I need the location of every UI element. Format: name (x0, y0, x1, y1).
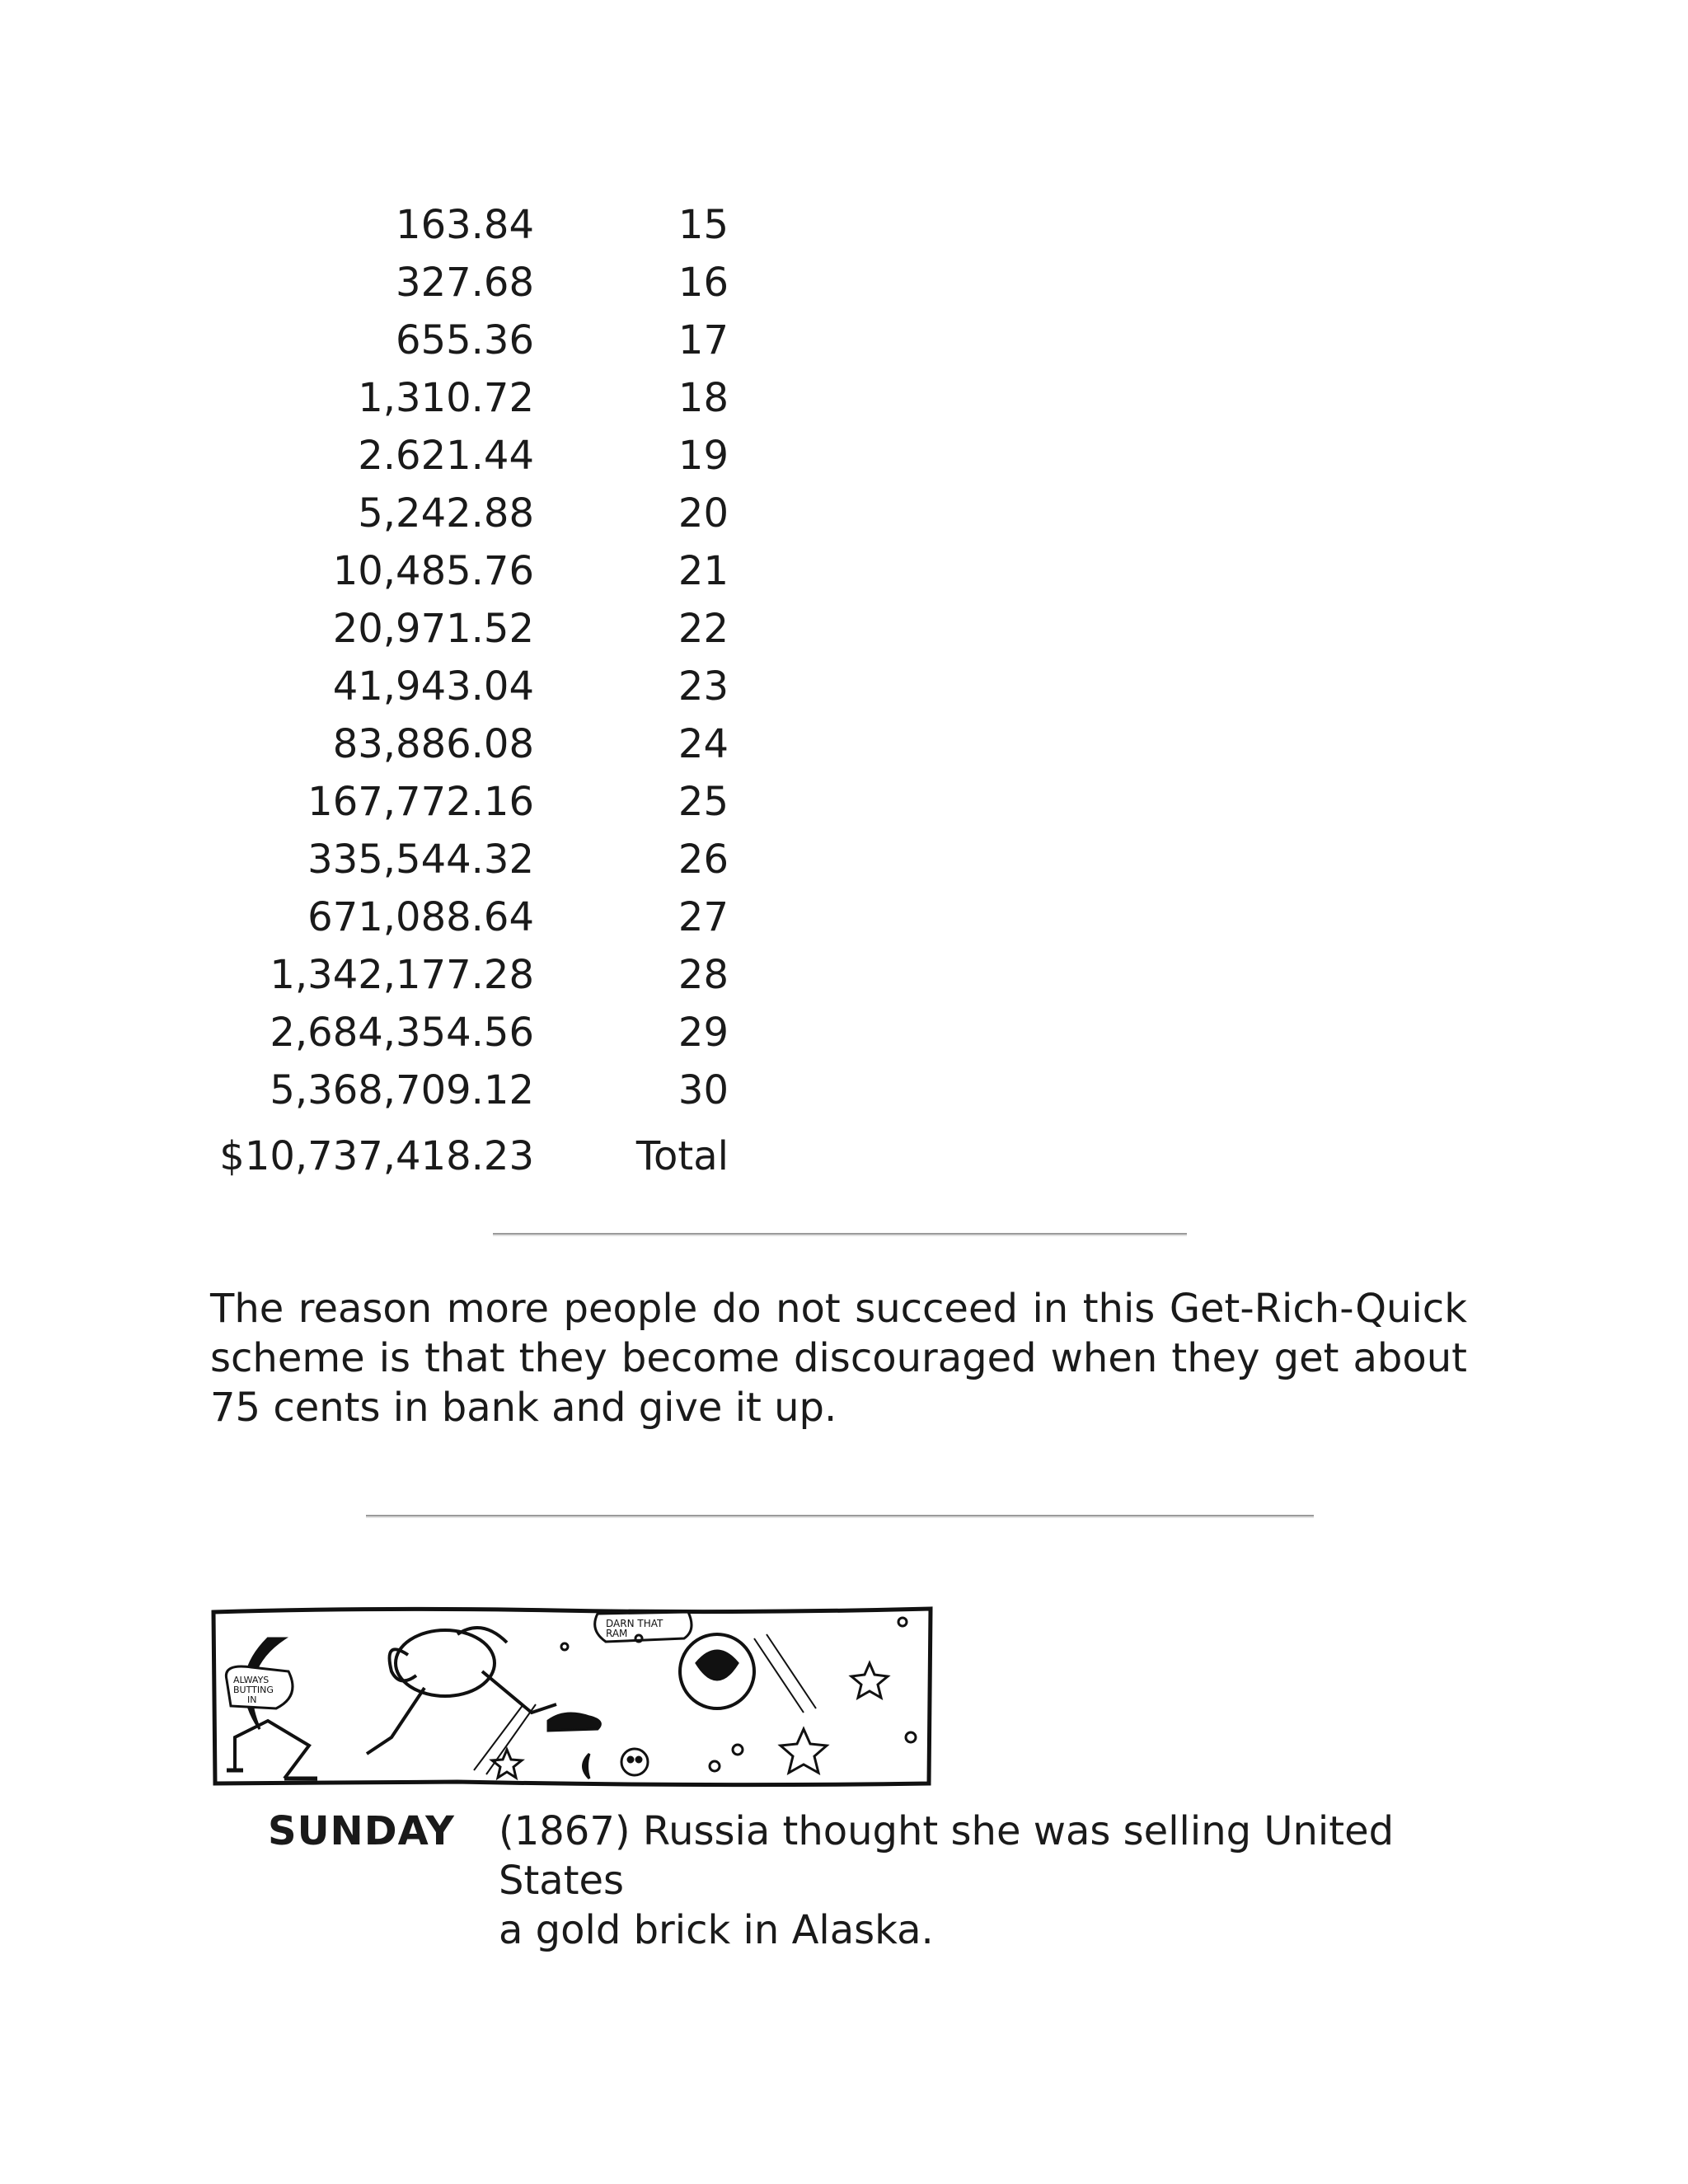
table-row (0, 369, 1688, 427)
divider (493, 1233, 1187, 1236)
table-row (0, 1062, 1688, 1119)
table-row (0, 773, 1688, 831)
amount-cell: 1,342,177.28 (270, 952, 534, 998)
table-row (0, 888, 1688, 946)
day-cell: 22 (678, 606, 729, 652)
amount-cell: 5,242.88 (358, 490, 534, 537)
crescent-moon-icon (584, 1754, 590, 1779)
entry-text (499, 1807, 1488, 1955)
star-icon (851, 1663, 888, 1698)
day-cell: 16 (678, 260, 729, 306)
amount-cell: 83,886.08 (332, 721, 534, 767)
table-row (0, 946, 1688, 1004)
table-row (0, 254, 1688, 312)
comic-strip-illustration (210, 1605, 934, 1788)
amount-cell: 5,368,709.12 (270, 1067, 534, 1113)
body-paragraph: The reason more people do not succeed in this Get-Rich-Quick scheme is that they become discouraged when they get about 75 cents in bank and give it up. (210, 1286, 1467, 1431)
amount-cell: 1,310.72 (358, 375, 534, 421)
amount-cell: 2.621.44 (358, 433, 534, 479)
amount-cell: 163.84 (396, 202, 534, 248)
table-row (0, 312, 1688, 369)
entry-text-line-2: a gold brick in Alaska. (499, 1907, 934, 1953)
table-row (0, 600, 1688, 658)
small-face (621, 1749, 648, 1775)
day-cell: 25 (678, 779, 729, 825)
amount-cell: 671,088.64 (307, 894, 534, 940)
star-icon (710, 1761, 720, 1771)
day-cell: 18 (678, 375, 729, 421)
comic-caption-left-1: ALWAYS (233, 1675, 270, 1685)
table-row (0, 715, 1688, 773)
entry-day-label: SUNDAY (268, 1808, 455, 1854)
table-row (0, 542, 1688, 600)
table-row (0, 658, 1688, 715)
comic-caption-right-1: DARN THAT (606, 1618, 663, 1629)
table-row (0, 196, 1688, 254)
amount-cell: 41,943.04 (332, 663, 534, 710)
total-amount: $10,737,418.23 (219, 1133, 534, 1179)
table-row (0, 427, 1688, 485)
day-cell: 21 (678, 548, 729, 594)
day-cell: 20 (678, 490, 729, 537)
day-cell: 26 (678, 837, 729, 883)
table-row (0, 485, 1688, 542)
entry-text-line-1: (1867) Russia thought she was selling United States (499, 1808, 1395, 1904)
table-row (0, 831, 1688, 888)
day-cell: 19 (678, 433, 729, 479)
day-cell: 30 (678, 1067, 729, 1113)
amount-cell: 2,684,354.56 (270, 1010, 534, 1056)
star-icon (906, 1732, 916, 1742)
comic-caption-right-2: RAM (606, 1628, 628, 1639)
amount-cell: 655.36 (396, 317, 534, 363)
day-cell: 17 (678, 317, 729, 363)
star-icon (733, 1745, 743, 1755)
comic-caption-left-3: IN (247, 1694, 257, 1705)
day-cell: 28 (678, 952, 729, 998)
day-cell: 27 (678, 894, 729, 940)
amount-cell: 335,544.32 (307, 837, 534, 883)
divider (366, 1515, 1314, 1518)
day-cell: 24 (678, 721, 729, 767)
day-cell: 29 (678, 1010, 729, 1056)
amount-cell: 167,772.16 (307, 779, 534, 825)
total-label: Total (635, 1133, 729, 1179)
star-icon (898, 1618, 907, 1626)
amount-cell: 20,971.52 (332, 606, 534, 652)
day-cell: 15 (678, 202, 729, 248)
table-row (0, 1004, 1688, 1062)
day-cell: 23 (678, 663, 729, 710)
star-icon (561, 1643, 568, 1650)
comic-caption-left-2: BUTTING (233, 1685, 274, 1695)
amount-cell: 10,485.76 (332, 548, 534, 594)
star-icon (781, 1729, 827, 1773)
ram-figure (396, 1630, 495, 1696)
star-icon (492, 1750, 522, 1778)
amount-cell: 327.68 (396, 260, 534, 306)
table-total-row (0, 1127, 1688, 1185)
